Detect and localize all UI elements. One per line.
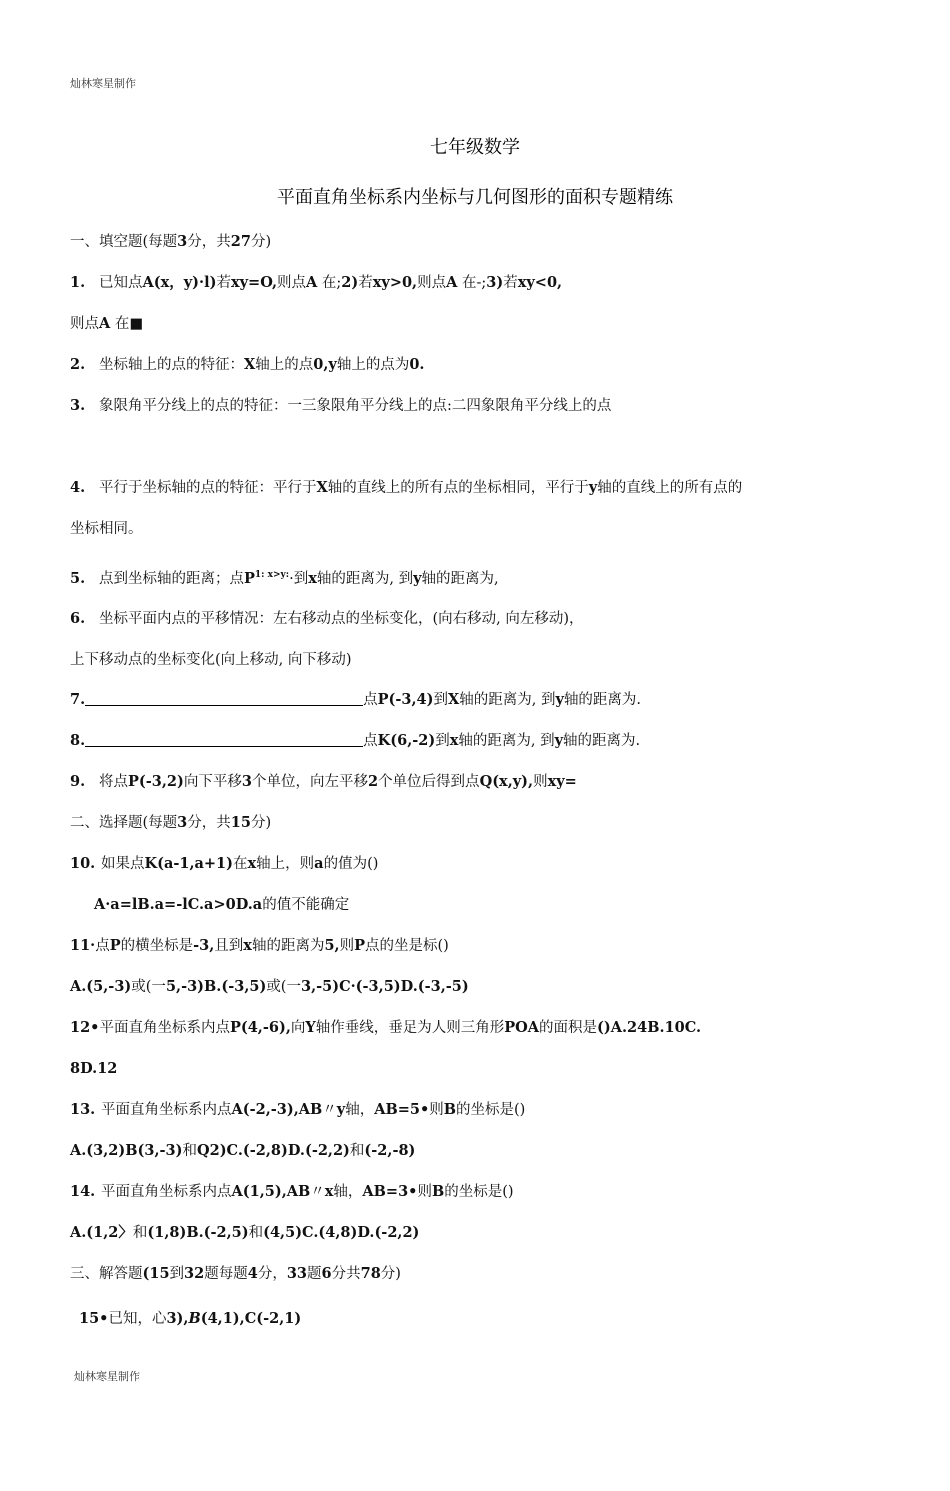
section-heading-multiple-choice: 二、选择题(每题3分，共15分) bbox=[70, 814, 272, 831]
question-12-continued: 8D.12 bbox=[70, 1060, 118, 1077]
section-heading-fill-in: 一、填空题(每题3分，共27分) bbox=[70, 233, 272, 250]
section-heading-answer: 三、解答题(15到32题每题4分，33题6分共78分) bbox=[70, 1265, 401, 1282]
question-8: 8. 点K(6,-2)到x轴的距离为, 到y轴的距离为. bbox=[70, 732, 641, 749]
document-subtitle: 平面直角坐标系内坐标与几何图形的面积专题精练 bbox=[277, 187, 673, 208]
question-14: 14. 平面直角坐标系内点A(1,5),AB〃x轴，AB=3•则B的坐标是() bbox=[70, 1183, 514, 1200]
question-14-options: A.(1,2〉和(1,8)B.(-2,5)和(4,5)C.(4,8)D.(-2,2) bbox=[70, 1224, 420, 1241]
question-13: 13. 平面直角坐标系内点A(-2,-3),AB〃y轴，AB=5•则B的坐标是() bbox=[70, 1101, 526, 1118]
question-10: 10. 如果点K(a-1,a+1)在x轴上，则a的值为() bbox=[70, 855, 379, 872]
question-11-options: A.(5,-3)或(一5,-3)B.(-3,5)或(一3,-5)C·(-3,5)D.(-3,-5) bbox=[70, 978, 469, 995]
question-7: 7. 点P(-3,4)到X轴的距离为, 到y轴的距离为. bbox=[70, 691, 642, 708]
question-4-continued: 坐标相同。 bbox=[70, 521, 143, 537]
page-header-note: 灿林寒星制作 bbox=[70, 77, 136, 90]
question-3: 3. 象限角平分线上的点的特征：一三象限角平分线上的点:二四象限角平分线上的点 bbox=[70, 397, 612, 414]
question-11: 11·点P的横坐标是-3,且到x轴的距离为5,则P点的坐是标() bbox=[70, 937, 449, 954]
question-13-options: A.(3,2)B(3,-3)和Q2)C.(-2,8)D.(-2,2)和(-2,-8) bbox=[70, 1142, 416, 1159]
question-10-options: A·a=lB.a=-lC.a>0D.a的值不能确定 bbox=[94, 896, 350, 913]
question-1: 1. 已知点A(x，y)·l)若xy=O,则点A 在;2)若xy>0,则点A 在-;3)若xy<0, bbox=[70, 274, 563, 291]
question-9: 9. 将点P(-3,2)向下平移3个单位，向左平移2个单位后得到点Q(x,y),则xy= bbox=[70, 773, 577, 790]
question-1-continued: 则点A 在■ bbox=[70, 315, 144, 332]
question-2: 2. 坐标轴上的点的特征：X轴上的点0,y轴上的点为0. bbox=[70, 356, 425, 373]
question-6: 6. 坐标平面内点的平移情况：左右移动点的坐标变化，(向右移动, 向左移动)， bbox=[70, 610, 584, 627]
question-4: 4. 平行于坐标轴的点的特征：平行于X轴的直线上的所有点的坐标相同，平行于y轴的直线上的所有点的 bbox=[70, 479, 743, 496]
answer-blank bbox=[85, 691, 363, 706]
question-6-continued: 上下移动点的坐标变化(向上移动, 向下移动) bbox=[70, 652, 352, 668]
question-12: 12•平面直角坐标系内点P(4,-6),向Y轴作垂线，垂足为人则三角形POA的面积是()A.24B.10C. bbox=[70, 1019, 702, 1036]
question-15: 15•已知，心3),B(4,1),C(-2,1) bbox=[79, 1310, 302, 1327]
question-5: 5. 点到坐标轴的距离；点$P^{1: x>y:}\cdot$到x轴的距离为, 到y轴的距离为, bbox=[70, 570, 499, 587]
page-footer-note: 灿林寒星制作 bbox=[74, 1370, 140, 1383]
document-title: 七年级数学 bbox=[430, 137, 520, 158]
answer-blank bbox=[85, 732, 363, 747]
